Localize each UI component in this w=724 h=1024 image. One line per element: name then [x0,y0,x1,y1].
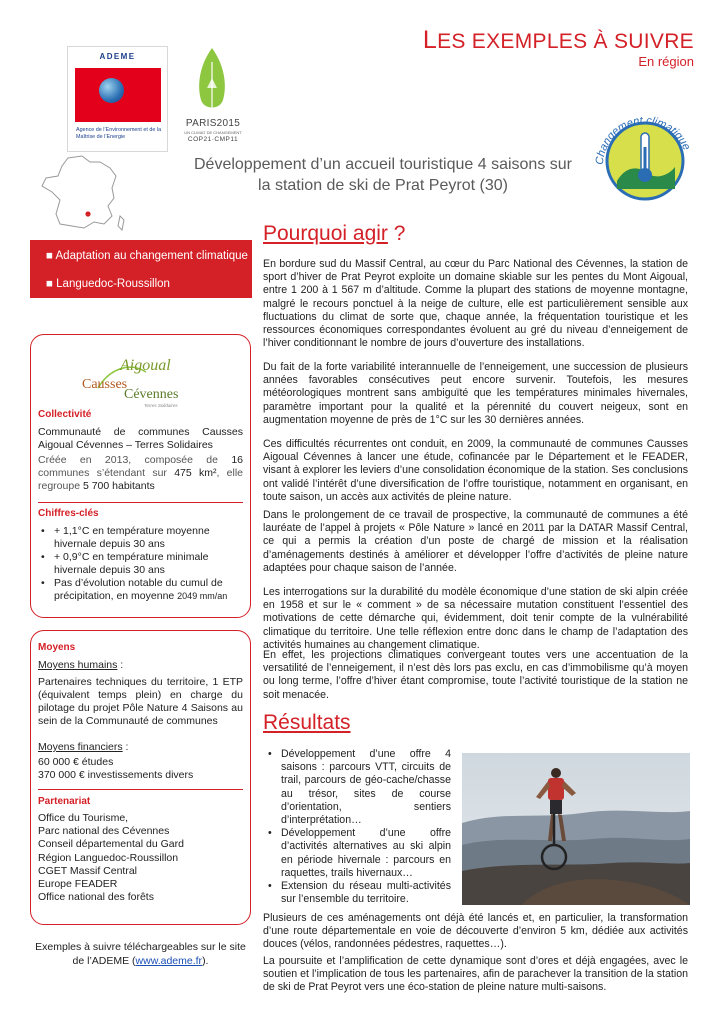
list-item: • + 0,9°C en température minimale hivernale depuis 30 ans [38,551,243,577]
page-subtitle: En région [638,54,694,69]
svg-text:Terres Solidaires: Terres Solidaires [144,403,178,408]
tag-bar [30,240,252,298]
collectivite-name: Communauté de communes Causses Aigoual Cévennes – Terres Solidaires [38,426,243,451]
resultats-paragraph-1: Plusieurs de ces aménagements ont déjà été lancés et, en particulier, la transformation d’une route départementale en voie de découverte d’environ 5 km, dédiée aux activités douces (vélos, randonnées pédestres, raquettes…). [263,912,688,951]
partenariat-list [38,812,243,904]
tag-adaptation: ■ Adaptation au changement climatique [46,250,248,262]
list-item: Office du Tourisme, [38,812,129,824]
list-item: • Pas d’évolution notable du cumul de précipitation, en moyenne 2049 mm/an [38,577,243,603]
moyens-humains-label: Moyens humains : [38,659,124,671]
pourquoi-paragraph-2: Du fait de la forte variabilité interannuelle de l’enneigement, une succession de plusieurs années favorables consécutives peut encore survenir. Toutefois, les mesures météorologiques montrent sans ambiguïté que les températures minimales hivernales, paramètre important pour la qualité et la pérennité du couvert neigeux, sont en augmentation moyenne de près de 1°C sur les 30 dernières années. [263,361,688,426]
aigoual-logo [80,348,200,410]
ademe-logo-subtitle: Agence de l’Environnement et de la Maîtrise de l’Energie [76,127,162,140]
climate-change-badge [589,103,699,213]
resultats-heading: Résultats [263,711,351,734]
list-item: Office national des forêts [38,891,154,904]
pourquoi-paragraph-4: Dans le prolongement de ce travail de prospective, la communauté de communes a été lauréate de l’appel à projets « Pôle Nature » lancé en 2011 par la DATAR Massif Central, ce qui a permis la création d’un poste de chargé de mission et la réalisation d’aménagements destinés à améliorer et développer l’offre d’activités de pleine nature adaptées pour chaque saison de l’année. [263,509,688,574]
financement-investissements: 370 000 € investissements divers [38,769,194,781]
financement-etudes: 60 000 € études [38,756,114,768]
mountain-biker-photo [462,753,690,905]
svg-text:Causses: Causses [82,377,128,392]
resultats-paragraph-2: La poursuite et l’amplification de cette dynamique sont d’ores et déjà engagées, avec le soutien et l’implication de tous les partenaires, afin de parachever la transition de la station de ski de Prat Peyrot vers une éco-station de pleine nature multi-saisons. [263,955,688,994]
collectivite-label: Collectivité [38,409,92,420]
list-item: Parc national des Cévennes [38,825,170,838]
climate-badge-text: Changement climatique [593,114,693,166]
divider [38,502,243,503]
list-item: Europe FEADER [38,878,118,891]
document-title: Développement d’un accueil touristique 4 saisons sur la station de ski de Prat Peyrot (30) [194,156,572,194]
list-item: • Extension du réseau multi-activités sur l’ensemble du territoire. [265,880,451,906]
partenariat-label: Partenariat [38,796,91,807]
tag-region: ■ Languedoc-Roussillon [46,278,170,290]
moyens-label: Moyens [38,642,76,653]
paris2015-cop: COP21·CMP11 [187,136,239,143]
ademe-link[interactable]: www.ademe.fr [135,955,203,967]
chiffres-list [38,525,243,603]
pourquoi-heading: Pourquoi agir ? [263,222,406,245]
ademe-logo-name: ADEME [99,52,136,61]
paris2015-small: UN CLIMAT DE CHANGEMENT [184,130,242,135]
svg-text:Cévennes: Cévennes [124,387,179,402]
list-item: • + 1,1°C en température moyenne hivernale depuis 30 ans [38,525,243,551]
list-item: CGET Massif Central [38,864,137,877]
list-item: Conseil départemental du Gard [38,838,184,851]
list-item: Région Languedoc-Roussillon [38,851,179,864]
pourquoi-paragraph-3: Ces difficultés récurrentes ont conduit, en 2009, la communauté de communes Causses Aigoual Cévennes à lancer une étude, cofinancée par le Département et le FEADER, visant à explorer les leviers d’une consolidation économique de la station. Ses conclusions ont validé l’intérêt d’une diversification de l’offre touristique, notamment en organisant, en toute saison, un accès aux activités de pleine nature. [263,438,688,503]
globe-icon [99,78,124,103]
chiffres-label: Chiffres-clés [38,508,99,519]
collectivite-description: Créée en 2013, composée de 16 communes s’étendant sur 475 km², elle regroupe 5 700 habitants [38,454,243,492]
paris2015-title: PARIS2015 [185,118,241,129]
moyens-financiers-label: Moyens financiers : [38,741,129,753]
footer-note: Exemples à suivre téléchargeables sur le site de l’ADEME (www.ademe.fr). [35,941,246,967]
leaf-icon [197,48,227,116]
pourquoi-paragraph-1: En bordure sud du Massif Central, au cœur du Parc National des Cévennes, la station de sport d’hiver de Prat Peyrot exploite un domaine skiable sur les pentes du Mont Aigoual, entre 1 200 à 1 567 m d’altitude. Comme la plupart des stations de moyenne montagne, malgré le recours ponctuel à la neige de culture, elle est particulièrement sensible aux fluctuations du climat de sorte que, chaque année, la fréquentation touristique et les ressources économiques correspondantes évoluent au gré du niveau d’enneigement de l’hiver conditionnant le nombre de jours d’ouverture des installations. [263,258,688,350]
svg-text:Aigoual: Aigoual [120,357,171,374]
france-map-icon [38,154,130,236]
ademe-logo [67,46,168,152]
pourquoi-paragraph-6: En effet, les projections climatiques convergeant toutes vers une accentuation de la versatilité de l’enneigement, il n’est dès lors pas exclu, en cas d’immobilisme qu’à moyen ou long terme, l’offre d’hiver étant compromise, toute l’activité touristique de la station ne soit menacée. [263,649,688,701]
page-title: LES EXEMPLES À SUIVRE [422,26,694,54]
moyens-humains-text: Partenaires techniques du territoire, 1 ETP (équivalent temps plein) en charge du pilotage du projet Pôle Nature 4 Saisons au sein de la Communauté de communes [38,676,243,727]
list-item: • Développement d’une offre 4 saisons : parcours VTT, circuits de trail, parcours de géo-cache/chasse au trésor, sites de course d’orientation, sentiers d’interprétation… [265,748,451,827]
pourquoi-paragraph-5: Les interrogations sur la durabilité du modèle économique d’une station de ski alpin créée en 1958 et sur le « comment » de sa nécessaire mutation constituent l’essentiel des motivations de cette démarche qui, évidemment, doit tenir compte de la vulnérabilité climatique du territoire. Une telle réflexion entre donc dans le champ de l’adaptation des activités humaines au changement climatique. [263,586,688,651]
divider [38,789,243,790]
list-item: • Développement d’une offre d’activités alternatives au ski alpin en période hivernale : parcours en raquettes, trails hivernaux… [265,827,451,880]
resultats-list [265,748,451,906]
paris2015-logo [180,48,246,150]
